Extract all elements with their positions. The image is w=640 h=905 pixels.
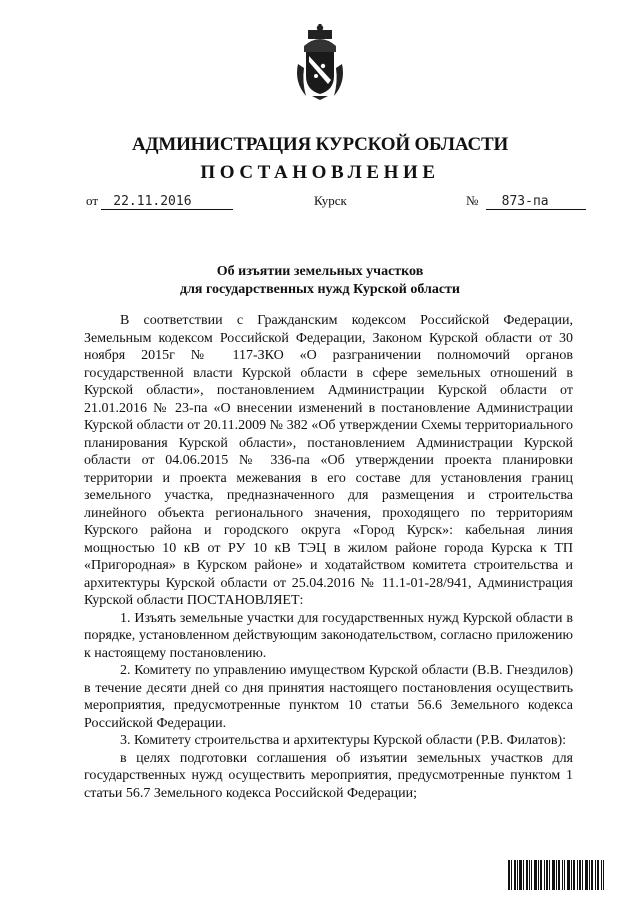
- subject-line-2: для государственных нужд Курской области: [180, 282, 460, 297]
- organization-title: АДМИНИСТРАЦИЯ КУРСКОЙ ОБЛАСТИ: [131, 134, 509, 155]
- document-subject: [0, 263, 640, 299]
- number-value: 873-па: [501, 194, 549, 209]
- item-1-paragraph: 1. Изъять земельные участки для государственных нужд Курской области в порядке, установленном действующим законодательством, согласно приложению к настоящему постановлению.: [84, 610, 573, 661]
- number-prefix: №: [466, 193, 479, 208]
- city-label: Курск: [314, 193, 347, 208]
- subject-line-1: Об изъятии земельных участков: [216, 264, 424, 279]
- item-3-subparagraph: в целях подготовки соглашения об изъятии земельных участков для государственных нужд осуществить мероприятия, предусмотренные пунктом 1 статьи 56.7 Земельного кодекса Российской Федерации;: [84, 750, 573, 801]
- document-type-title: ПОСТАНОВЛЕНИЕ: [200, 162, 440, 183]
- date-field: [86, 193, 233, 210]
- coat-of-arms-emblem: [294, 24, 346, 100]
- preamble-paragraph: В соответствии с Гражданским кодексом Российской Федерации, Земельным кодексом Российской Федерации, Законом Курской области от 30 ноября 2015г № 117-ЗКО «О разграничении полномочий органов государственной власти Курской области в сфере земельных отношений в Курской области», постановлением Администрации Курской области от 21.01.2016 № 23-па «О внесении изменений в постановление Администрации Курской области от 20.11.2009 № 382 «Об утверждении Схемы территориального планирования Курской области», постановлением Администрации Курской области от 04.06.2015 № 336-па «Об утверждении проекта планировки территории и проекта межевания в его составе для установления границ земельного участка, предназначенного для размещения и строительства линейного объекта регионального значения, проходящего по территориям Курского района и городского округа «Город Курск»: кабельная линия мощностью 10 кВ от РУ 10 кВ ТЭЦ в жилом районе города Курска к ТП «Пригородная» в Курском районе» и ходатайством комитета строительства и архитектуры Курской области от 25.04.2016 № 11.1-01-28/941, Администрация Курской области ПОСТАНОВЛЯЕТ:: [84, 313, 573, 608]
- barcode: [508, 860, 604, 890]
- item-3-paragraph: 3. Комитету строительства и архитектуры Курской области (Р.В. Филатов):: [120, 733, 567, 748]
- number-field: [466, 193, 586, 210]
- date-prefix: от: [86, 193, 99, 208]
- document-body: [84, 312, 573, 802]
- item-2-paragraph: 2. Комитету по управлению имуществом Курской области (В.В. Гнездилов) в течение десяти дней со дня принятия настоящего постановления осуществить мероприятия, предусмотренные пунктом 10 статьи 56.6 Земельного кодекса Российской Федерации.: [84, 663, 573, 731]
- date-value: 22.11.2016: [113, 194, 192, 209]
